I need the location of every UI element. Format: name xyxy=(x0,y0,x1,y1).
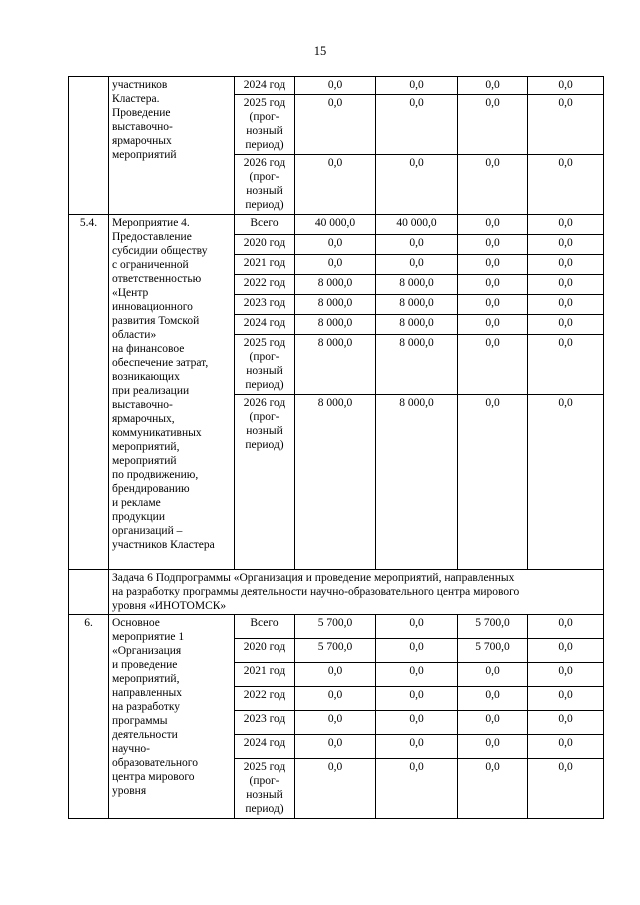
description-line: центра мирового xyxy=(112,771,195,783)
value-cell: 5 700,0 xyxy=(458,615,528,639)
description-line: образовательного xyxy=(112,757,198,769)
description-line: на разработку xyxy=(112,701,181,713)
value-cell: 8 000,0 xyxy=(376,335,458,395)
description-line: по продвижению, xyxy=(112,469,199,481)
description-line: и рекламе xyxy=(112,497,161,509)
value-cell: 0,0 xyxy=(295,711,376,735)
value-cell: 0,0 xyxy=(528,335,604,395)
value-cell: 0,0 xyxy=(528,735,604,759)
description-line: Мероприятие 4. xyxy=(112,217,190,229)
value-cell: 0,0 xyxy=(376,759,458,819)
description-line: Основное xyxy=(112,617,160,629)
value-cell: 0,0 xyxy=(458,759,528,819)
year-label-line: период) xyxy=(245,439,284,451)
value-cell: 0,0 xyxy=(528,711,604,735)
value-cell: 0,0 xyxy=(528,155,604,215)
page-number: 15 xyxy=(313,44,327,58)
value-cell: 0,0 xyxy=(528,395,604,570)
year-cell xyxy=(235,215,295,235)
value-cell: 0,0 xyxy=(528,315,604,335)
description-line: и проведение xyxy=(112,659,178,671)
year-cell xyxy=(235,315,295,335)
value-cell: 0,0 xyxy=(458,255,528,275)
item-description-cell xyxy=(109,615,235,819)
description-line: организаций – xyxy=(112,525,183,537)
value-cell: 0,0 xyxy=(458,155,528,215)
year-label-line: нозный xyxy=(246,425,283,437)
year-label-line: (прог- xyxy=(249,351,280,363)
value-cell: 0,0 xyxy=(528,663,604,687)
description-line: с ограниченной xyxy=(112,259,189,271)
year-cell xyxy=(235,275,295,295)
year-cell xyxy=(235,711,295,735)
year-label-line: (прог- xyxy=(249,111,280,123)
value-cell: 0,0 xyxy=(295,663,376,687)
year-label-line: период) xyxy=(245,139,284,151)
value-cell: 0,0 xyxy=(458,335,528,395)
description-line: мероприятий, xyxy=(112,441,180,453)
value-cell: 0,0 xyxy=(376,615,458,639)
value-cell: 0,0 xyxy=(458,275,528,295)
value-cell: 0,0 xyxy=(528,275,604,295)
value-cell: 0,0 xyxy=(376,255,458,275)
task-number-cell xyxy=(69,570,109,615)
value-cell: 0,0 xyxy=(458,77,528,95)
value-cell: 40 000,0 xyxy=(376,215,458,235)
year-label-line: нозный xyxy=(246,789,283,801)
year-label-line: Всего xyxy=(250,217,279,229)
value-cell: 0,0 xyxy=(528,255,604,275)
value-cell: 0,0 xyxy=(458,315,528,335)
year-cell xyxy=(235,395,295,570)
value-cell: 8 000,0 xyxy=(376,395,458,570)
value-cell: 0,0 xyxy=(295,759,376,819)
year-label-line: 2020 год xyxy=(243,237,286,249)
year-cell xyxy=(235,335,295,395)
value-cell: 8 000,0 xyxy=(295,395,376,570)
value-cell: 0,0 xyxy=(376,639,458,663)
value-cell: 0,0 xyxy=(458,687,528,711)
value-cell: 0,0 xyxy=(376,235,458,255)
description-line: мероприятий xyxy=(112,455,177,467)
description-line: ответственностью xyxy=(112,273,202,285)
year-cell xyxy=(235,255,295,275)
item-description-cell xyxy=(109,215,235,570)
task-row xyxy=(69,570,604,615)
value-cell: 8 000,0 xyxy=(295,315,376,335)
year-label-line: период) xyxy=(245,199,284,211)
year-label-line: 2020 год xyxy=(243,641,286,653)
description-line: ярмарочных, xyxy=(112,413,175,425)
year-label-line: 2025 год xyxy=(243,337,286,349)
year-cell xyxy=(235,615,295,639)
description-line: коммуникативных xyxy=(112,427,202,439)
value-cell: 0,0 xyxy=(376,77,458,95)
description-line: «Центр xyxy=(112,287,149,299)
item-description-cell xyxy=(109,77,235,215)
description-line: мероприятий xyxy=(112,149,177,161)
value-cell: 0,0 xyxy=(295,255,376,275)
value-cell: 0,0 xyxy=(376,687,458,711)
table-row xyxy=(69,77,604,95)
description-line: направленных xyxy=(112,687,183,699)
value-cell: 0,0 xyxy=(376,735,458,759)
task-title-line: Задача 6 Подпрограммы «Организация и проведение мероприятий, направленных xyxy=(112,572,515,584)
year-label-line: 2024 год xyxy=(243,79,286,91)
year-cell xyxy=(235,155,295,215)
year-label-line: нозный xyxy=(246,185,283,197)
year-label-line: 2025 год xyxy=(243,761,286,773)
value-cell: 0,0 xyxy=(528,759,604,819)
year-label-line: нозный xyxy=(246,365,283,377)
year-label-line: 2023 год xyxy=(243,297,286,309)
value-cell: 0,0 xyxy=(528,295,604,315)
description-line: ярмарочных xyxy=(112,135,172,147)
item-number-cell: 6. xyxy=(69,615,109,819)
value-cell: 5 700,0 xyxy=(295,615,376,639)
table-row xyxy=(69,615,604,639)
year-label-line: период) xyxy=(245,379,284,391)
value-cell: 0,0 xyxy=(295,155,376,215)
value-cell: 0,0 xyxy=(458,215,528,235)
description-line: Проведение xyxy=(112,107,171,119)
year-label-line: 2023 год xyxy=(243,713,286,725)
value-cell: 0,0 xyxy=(458,663,528,687)
description-line: программы xyxy=(112,715,168,727)
description-line: мероприятий, xyxy=(112,673,180,685)
year-label-line: 2021 год xyxy=(243,257,286,269)
value-cell: 8 000,0 xyxy=(295,295,376,315)
value-cell: 8 000,0 xyxy=(376,275,458,295)
year-label-line: (прог- xyxy=(249,775,280,787)
item-number-cell xyxy=(69,77,109,215)
value-cell: 0,0 xyxy=(528,615,604,639)
description-line: субсидии обществу xyxy=(112,245,208,257)
description-line: деятельности xyxy=(112,729,178,741)
description-line: обеспечение затрат, xyxy=(112,357,209,369)
value-cell: 8 000,0 xyxy=(376,295,458,315)
description-line: выставочно- xyxy=(112,121,173,133)
year-label-line: (прог- xyxy=(249,171,280,183)
description-line: участников Кластера xyxy=(112,539,215,551)
year-label-line: нозный xyxy=(246,125,283,137)
description-line: на финансовое xyxy=(112,343,185,355)
value-cell: 0,0 xyxy=(528,235,604,255)
description-line: развития Томской xyxy=(112,315,200,327)
year-label-line: (прог- xyxy=(249,411,280,423)
year-cell xyxy=(235,687,295,711)
budget-table xyxy=(68,76,604,819)
description-line: Кластера. xyxy=(112,93,160,105)
value-cell: 0,0 xyxy=(376,155,458,215)
value-cell: 0,0 xyxy=(458,395,528,570)
value-cell: 0,0 xyxy=(295,735,376,759)
value-cell: 0,0 xyxy=(295,687,376,711)
description-line: Предоставление xyxy=(112,231,192,243)
item-number-cell: 5.4. xyxy=(69,215,109,570)
description-line: продукции xyxy=(112,511,165,523)
value-cell: 8 000,0 xyxy=(376,315,458,335)
year-cell xyxy=(235,77,295,95)
value-cell: 0,0 xyxy=(295,77,376,95)
description-line: при реализации xyxy=(112,385,190,397)
year-label-line: 2022 год xyxy=(243,277,286,289)
description-line: «Организация xyxy=(112,645,182,657)
year-label-line: 2024 год xyxy=(243,317,286,329)
description-line: области» xyxy=(112,329,157,341)
year-cell xyxy=(235,759,295,819)
table-row xyxy=(69,215,604,235)
description-line: участников xyxy=(112,79,168,91)
year-cell xyxy=(235,735,295,759)
year-cell xyxy=(235,235,295,255)
year-label-line: 2022 год xyxy=(243,689,286,701)
description-line: мероприятие 1 xyxy=(112,631,185,643)
value-cell: 8 000,0 xyxy=(295,275,376,295)
year-cell xyxy=(235,295,295,315)
year-label-line: период) xyxy=(245,803,284,815)
description-line: уровня xyxy=(112,785,147,797)
value-cell: 0,0 xyxy=(376,95,458,155)
value-cell: 0,0 xyxy=(458,735,528,759)
value-cell: 0,0 xyxy=(528,687,604,711)
value-cell: 0,0 xyxy=(458,95,528,155)
value-cell: 5 700,0 xyxy=(295,639,376,663)
value-cell: 5 700,0 xyxy=(458,639,528,663)
year-label-line: 2024 год xyxy=(243,737,286,749)
value-cell: 0,0 xyxy=(528,95,604,155)
value-cell: 0,0 xyxy=(528,77,604,95)
value-cell: 0,0 xyxy=(528,639,604,663)
year-label-line: 2021 год xyxy=(243,665,286,677)
year-cell xyxy=(235,95,295,155)
year-cell xyxy=(235,639,295,663)
value-cell: 0,0 xyxy=(295,235,376,255)
year-label-line: 2026 год xyxy=(243,397,286,409)
value-cell: 8 000,0 xyxy=(295,335,376,395)
task-title-cell xyxy=(109,570,604,615)
value-cell: 0,0 xyxy=(458,295,528,315)
value-cell: 0,0 xyxy=(528,215,604,235)
year-cell xyxy=(235,663,295,687)
description-line: возникающих xyxy=(112,371,180,383)
year-label-line: 2025 год xyxy=(243,97,286,109)
description-line: научно- xyxy=(112,743,150,755)
description-line: брендированию xyxy=(112,483,190,495)
value-cell: 0,0 xyxy=(376,711,458,735)
value-cell: 0,0 xyxy=(458,235,528,255)
task-title-line: уровня «ИНОТОМСК» xyxy=(112,600,227,612)
value-cell: 0,0 xyxy=(295,95,376,155)
value-cell: 0,0 xyxy=(458,711,528,735)
description-line: инновационного xyxy=(112,301,193,313)
description-line: выставочно- xyxy=(112,399,173,411)
value-cell: 0,0 xyxy=(376,663,458,687)
task-title-line: на разработку программы деятельности научно-образовательного центра мирового xyxy=(112,586,520,598)
year-label-line: Всего xyxy=(250,617,279,629)
year-label-line: 2026 год xyxy=(243,157,286,169)
value-cell: 40 000,0 xyxy=(295,215,376,235)
